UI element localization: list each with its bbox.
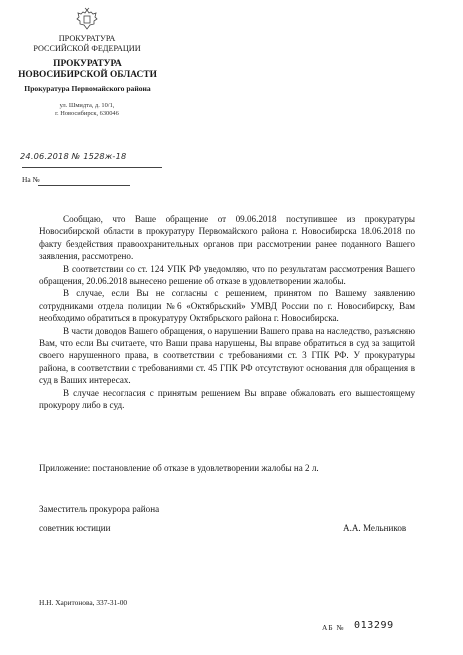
region-header (0, 59, 175, 81)
reply-to-label: На № (22, 175, 40, 184)
attachment-note: Приложение: постановление об отказе в удовлетворении жалобы на 2 л. (39, 463, 319, 473)
form-serial-number: 013299 (354, 620, 394, 631)
executor-line: Н.Н. Харитонова, 337-31-00 (39, 598, 128, 607)
paragraph-2: В соответствии со ст. 124 УПК РФ уведомляю, что по результатам рассмотрения Вашего обращения, 20.06.2018 вынесено решение об отказе в удовлетворении жалобы. (39, 263, 415, 287)
region-line-1: ПРОКУРАТУРА (53, 59, 122, 69)
address (28, 102, 146, 117)
paragraph-5: В случае несогласия с принятым решением Вы вправе обжаловать его вышестоящему прокурору либо в суд. (39, 387, 415, 411)
letter-body (39, 213, 415, 412)
form-series: АБ № (322, 623, 345, 632)
paragraph-3: В случае, если Вы не согласны с решением, принятом по Вашему заявлению сотрудниками отдела полиции №6 «Октябрьский» УМВД России по г. Новосибирску, Вам необходимо обратиться в прокуратуру Октябрьского района г. Новосибирска. (39, 288, 415, 324)
district-name: Прокуратура Первомайского района (24, 84, 151, 93)
org-line-1: ПРОКУРАТУРА (58, 34, 116, 43)
signer-rank: советник юстиции (39, 523, 111, 533)
paragraph-4: В части доводов Вашего обращения, о нарушении Вашего права на наследство, разъясняю Вам, что если Вы считаете, что Ваши права нарушены, Вы вправе обратиться в суд за защитой своего нарушенного права, в соответствии с требованиями ст. 3 ГПК РФ. У прокуратуры района, в соответствии с требованиями ст. 45 ГПК РФ отсутствуют основания для обращения в суд в Ваших интересах. (39, 325, 415, 386)
org-header (28, 34, 146, 53)
signer-name: А.А. Мельников (343, 523, 407, 533)
registration-line (22, 166, 162, 168)
address-line-2: г. Новосибирск, 630046 (55, 109, 119, 117)
org-line-2: РОССИЙСКОЙ ФЕДЕРАЦИИ (33, 43, 141, 53)
address-line-1: ул. Шмидта, д. 10/1, (59, 102, 115, 109)
signer-position: Заместитель прокурора района (39, 504, 160, 514)
paragraph-1: Сообщаю, что Ваше обращение от 09.06.2018 поступившее из прокуратуры Новосибирской области в прокуратуру Первомайского района г. Новосибирска 18.06.2018 по факту бездействия правоохранительных органов при рассмотрении ранее поданного Вашего заявления, рассмотрено. (39, 214, 415, 262)
registration-handwritten: 24.06.2018 № 1528ж-18 (20, 151, 127, 161)
coat-of-arms-icon (74, 6, 100, 32)
reply-to-line (38, 184, 130, 186)
region-line-2: НОВОСИБИРСКОЙ ОБЛАСТИ (18, 70, 157, 80)
